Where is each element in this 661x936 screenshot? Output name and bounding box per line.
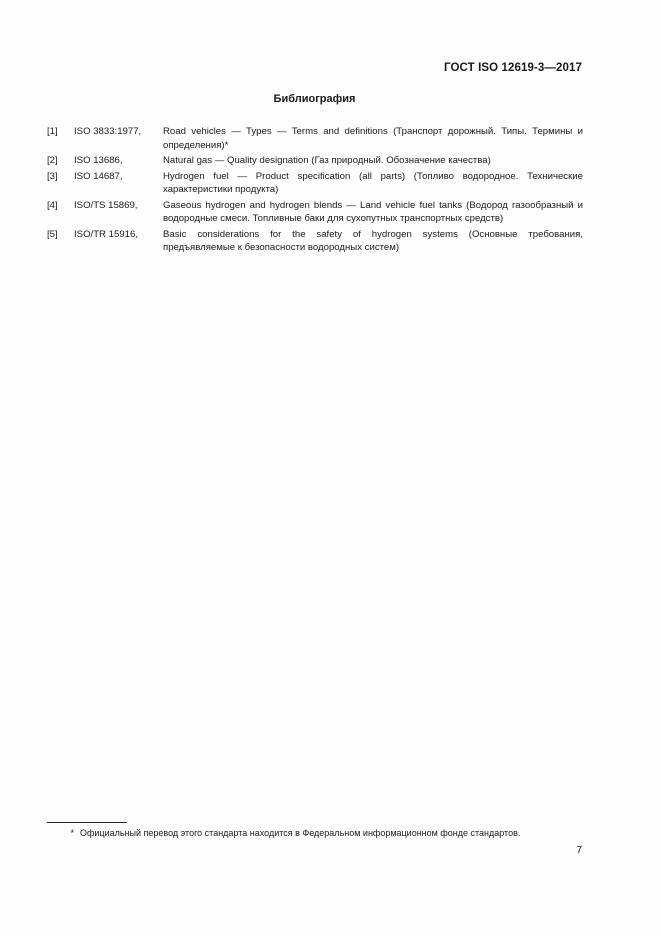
entry-standard-code: ISO 14687, (74, 170, 123, 182)
entry-number: [4] (47, 199, 58, 211)
bibliography-entry (47, 170, 583, 197)
entry-title: Natural gas — Quality designation (Газ природный. Обозначение качества) (163, 155, 491, 166)
bibliography-entry (47, 154, 583, 168)
entry-standard-code: ISO/TR 15916, (74, 228, 138, 240)
bibliography-entry (47, 125, 583, 152)
entry-title: Gaseous hydrogen and hydrogen blends — Land vehicle fuel tanks (Водород газообразный и водородные смеси. Топливные баки для сухопутных транспортных средств) (163, 199, 583, 224)
entry-number: [5] (47, 228, 58, 240)
page-number: 7 (576, 845, 582, 856)
footnote (47, 827, 583, 839)
section-title: Библиография (273, 93, 356, 105)
document-code-header: ГОСТ ISO 12619-3—2017 (444, 62, 582, 74)
footnote-divider (47, 822, 127, 823)
footnote-mark: * (70, 828, 74, 838)
bibliography-entry (47, 228, 583, 255)
entry-standard-code: ISO 13686, (74, 155, 123, 166)
entry-number: [1] (47, 126, 58, 137)
entry-title: Hydrogen fuel — Product specification (all parts) (Топливо водородное. Технические характеристики продукта) (163, 170, 583, 195)
entry-title: Basic considerations for the safety of hydrogen systems (Основные требования, предъявляемые к безопасности водородных систем) (163, 228, 583, 253)
footnote-text: Официальный перевод этого стандарта находится в Федеральном информационном фонде стандартов. (80, 828, 521, 838)
entry-title: Road vehicles — Types — Terms and definitions (Транспорт дорожный. Типы. Термины и определения)* (163, 126, 583, 151)
entry-standard-code: ISO/TS 15869, (74, 199, 138, 211)
entry-number: [2] (47, 155, 58, 166)
bibliography-entry (47, 199, 583, 226)
entry-number: [3] (47, 170, 58, 182)
bibliography-list (47, 125, 583, 257)
entry-standard-code: ISO 3833:1977, (74, 126, 142, 137)
